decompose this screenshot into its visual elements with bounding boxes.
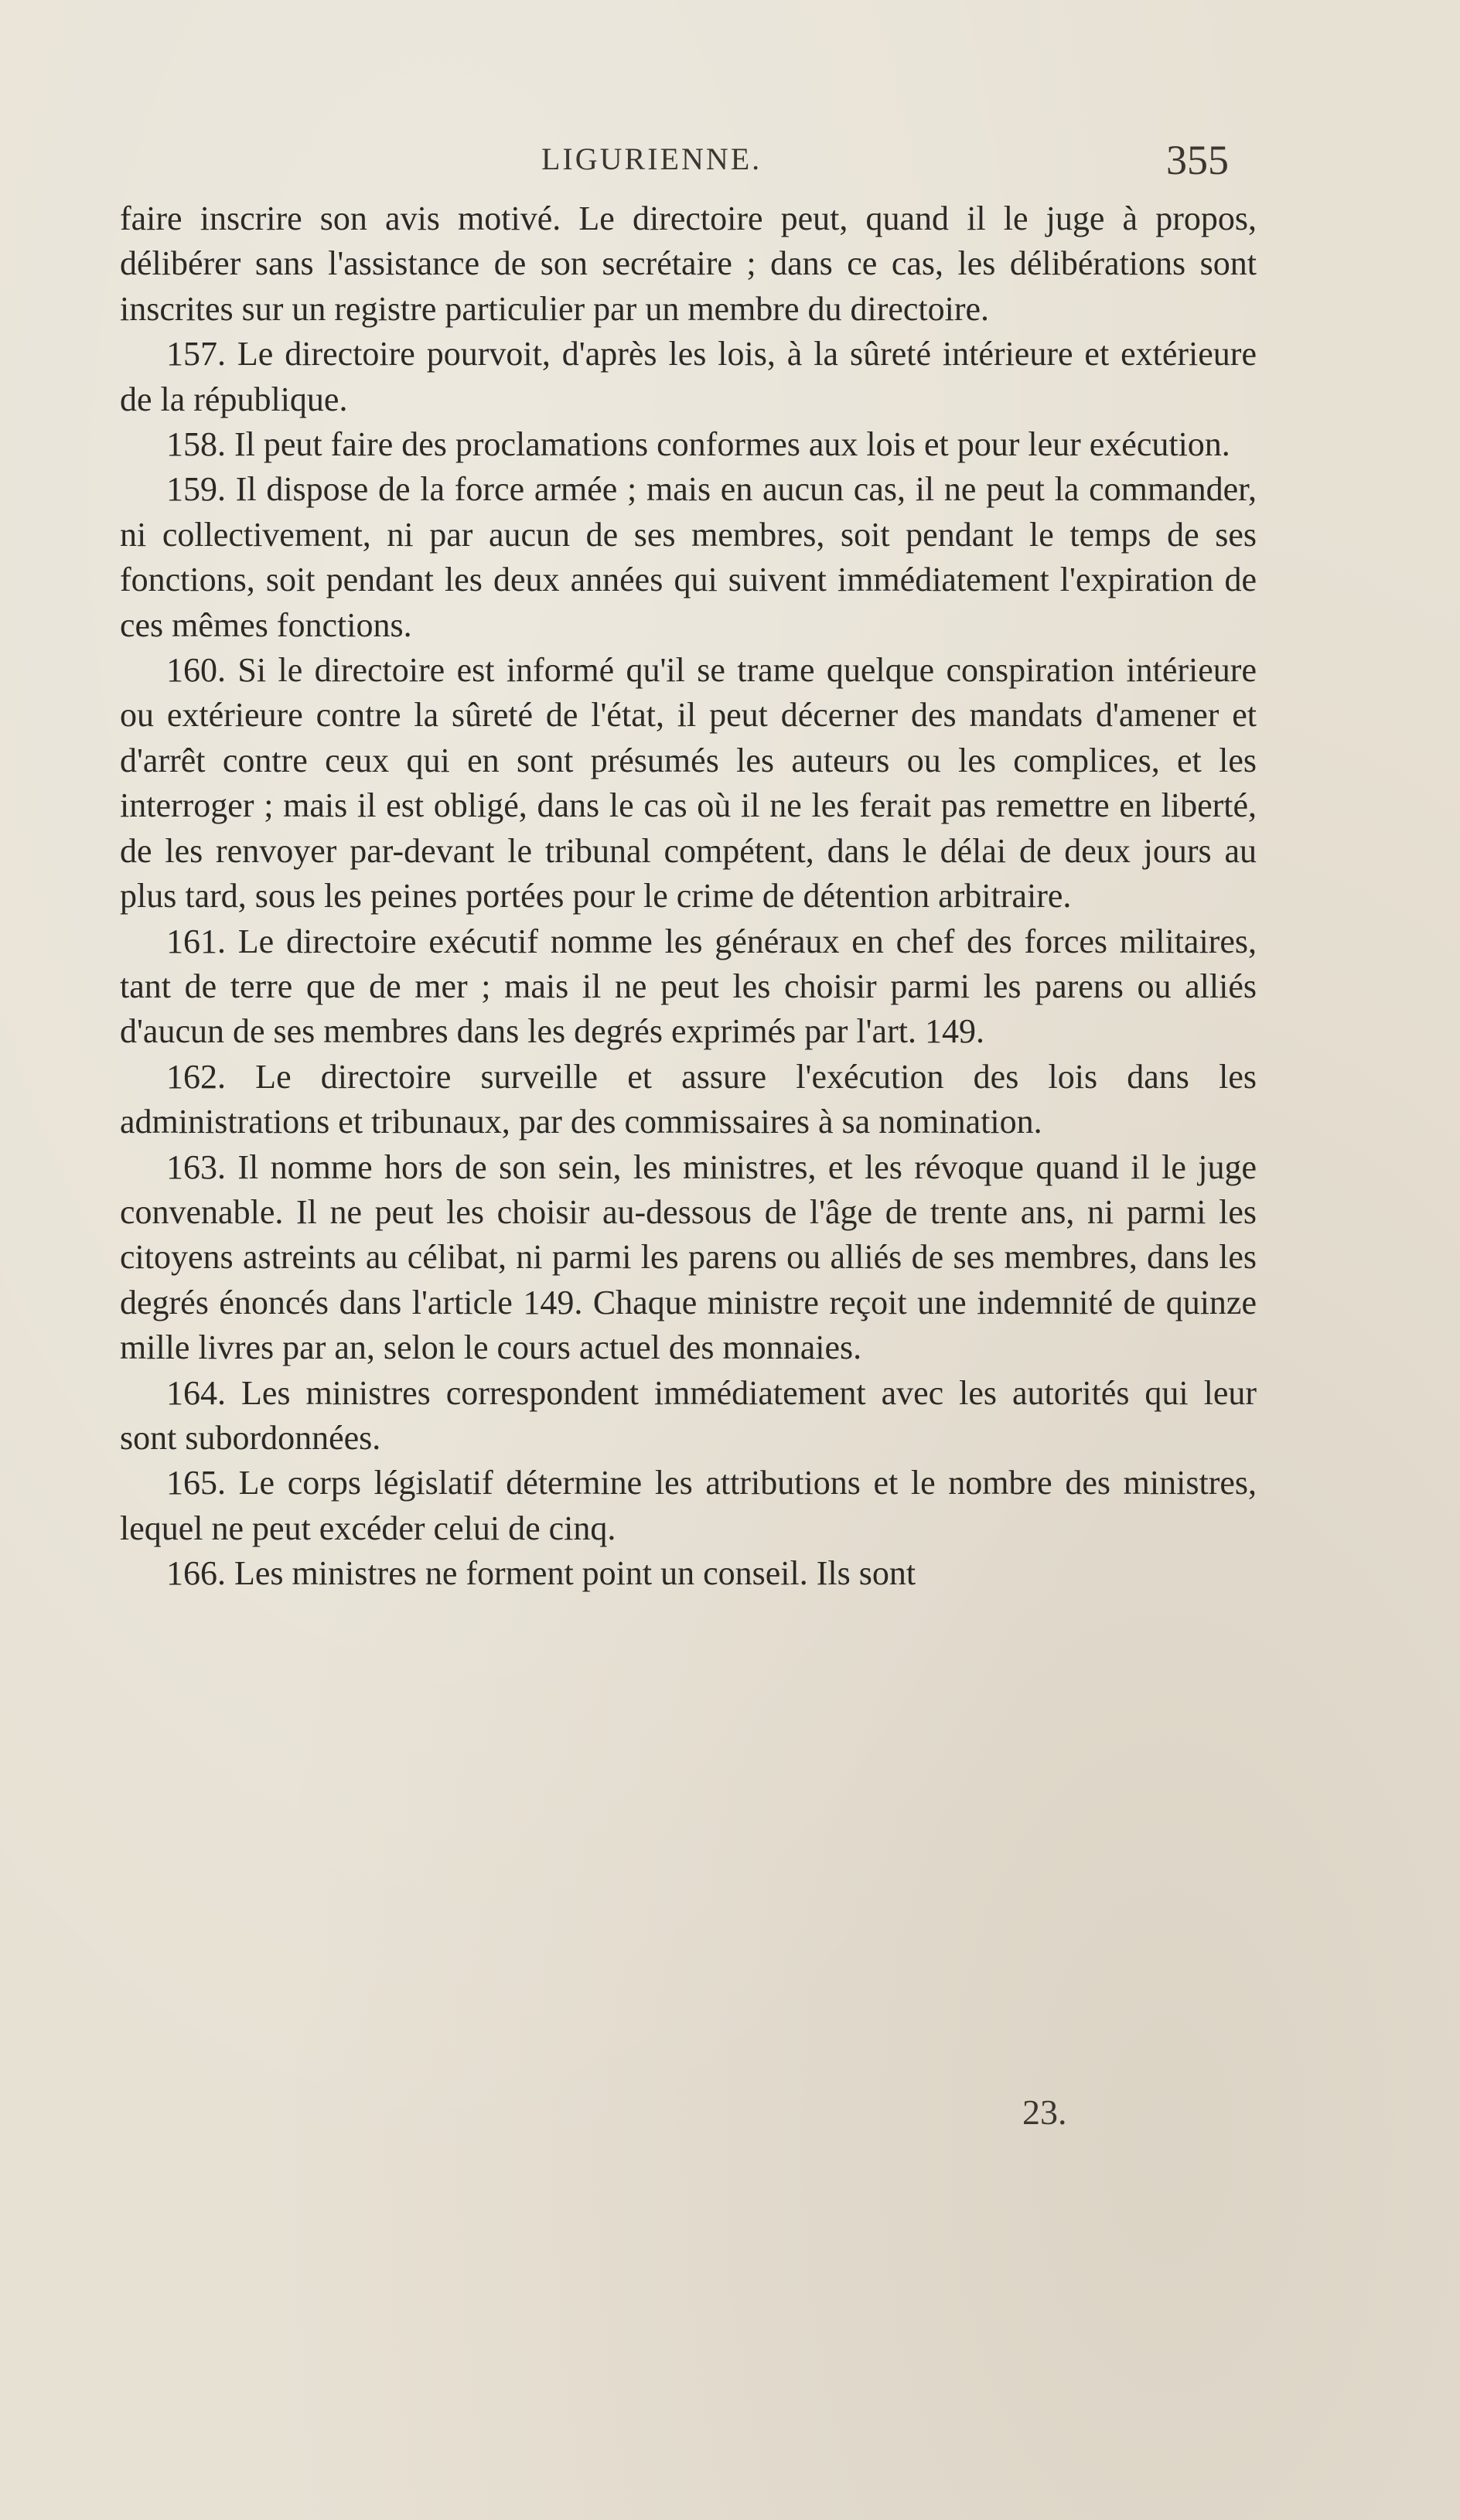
article-161: 161. Le directoire exécutif nomme les généraux en chef des forces militaires, tant de terre que de mer ; mais il ne peut les choisir parmi les parens ou alliés d'aucun de ses membres dans les degrés exprimés par l'art. 149. [120, 922, 1257, 1051]
article-160: 160. Si le directoire est informé qu'il se trame quelque conspiration intérieure ou extérieure contre la sûreté de l'état, il peut décerner des mandats d'amener et d'arrêt contre ceux qui en sont présumés les auteurs ou les complices, et les interroger ; mais il est obligé, dans le cas où il ne les ferait pas remettre en liberté, de les renvoyer par-devant le tribunal compétent, dans le délai de deux jours au plus tard, sous les peines portées pour le crime de détention arbitraire. [120, 651, 1257, 916]
article-159: 159. Il dispose de la force armée ; mais en aucun cas, il ne peut la commander, ni collectivement, ni par aucun de ses membres, soit pendant le temps de ses fonctions, soit pendant les deux années qui suivent immédiatement l'expiration de ces mêmes fonctions. [120, 470, 1257, 644]
article-166: 166. Les ministres ne forment point un conseil. Ils sont [166, 1554, 916, 1593]
article-164: 164. Les ministres correspondent immédiatement avec les autorités qui leur sont subordonnées. [120, 1373, 1257, 1457]
body-text [120, 196, 1257, 1597]
signature-mark: 23. [1022, 2092, 1067, 2132]
page-number: 355 [1166, 137, 1229, 183]
article-163: 163. Il nomme hors de son sein, les ministres, et les révoque quand il le juge convenable. Il ne peut les choisir au-dessous de l'âge de trente ans, ni parmi les citoyens astreints au célibat, ni parmi les parens ou alliés de ses membres, dans les degrés énoncés dans l'article 149. Chaque ministre reçoit une indemnité de quinze mille livres par an, selon le cours actuel des monnaies. [120, 1147, 1257, 1367]
running-head: LIGURIENNE. [541, 142, 762, 176]
article-162: 162. Le directoire surveille et assure l'exécution des lois dans les administrations et tribunaux, par des commissaires à sa nomination. [120, 1057, 1257, 1141]
paragraph-continuation: faire inscrire son avis motivé. Le directoire peut, quand il le juge à propos, délibérer sans l'assistance de son secrétaire ; dans ce cas, les délibérations sont inscrites sur un registre particulier par un membre du directoire. [120, 199, 1257, 328]
article-158: 158. Il peut faire des proclamations conformes aux lois et pour leur exécution. [166, 425, 1230, 464]
article-157: 157. Le directoire pourvoit, d'après les lois, à la sûreté intérieure et extérieure de la république. [120, 335, 1257, 418]
article-165: 165. Le corps législatif détermine les attributions et le nombre des ministres, lequel ne peut excéder celui de cinq. [120, 1464, 1257, 1547]
